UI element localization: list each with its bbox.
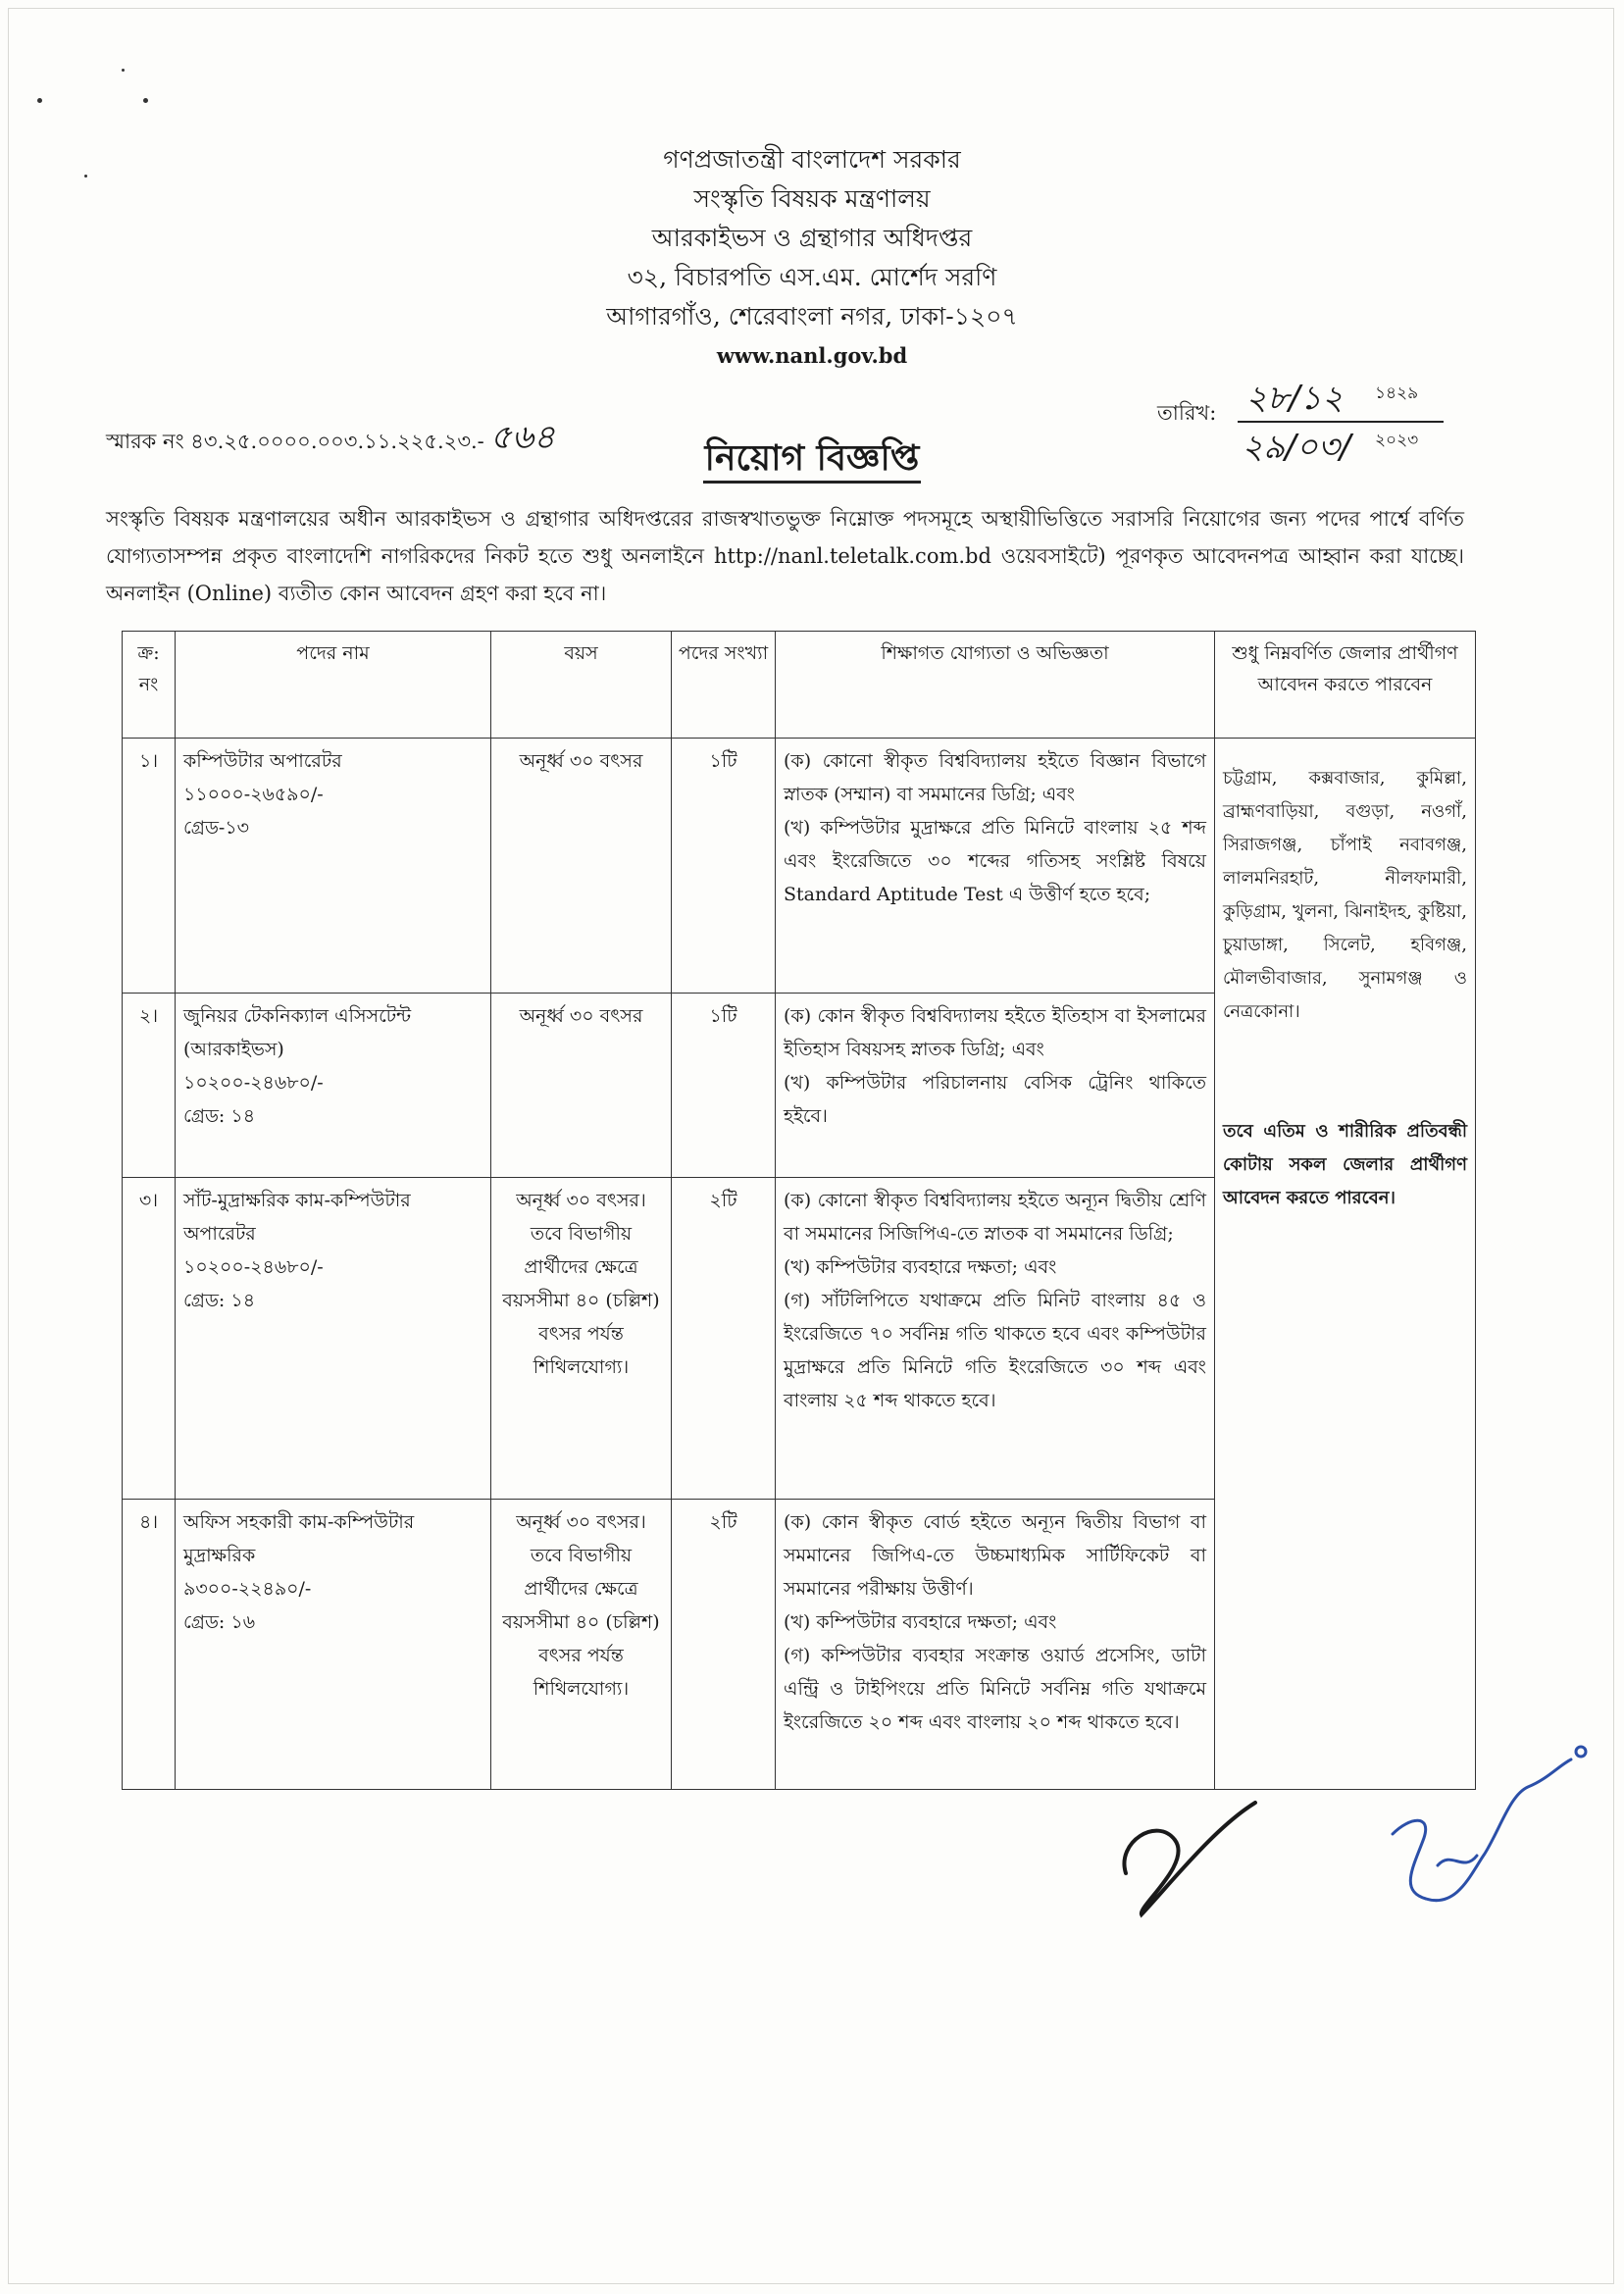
header-post-count: পদের সংখ্যা <box>672 632 776 739</box>
row-age: অনূর্ধ্ব ৩০ বৎসর <box>491 994 672 1178</box>
table-header-row <box>123 632 1476 739</box>
qualification-item: (খ) কম্পিউটার পরিচালনায় বেসিক ট্রেনিং থাকিতে হইবে। <box>784 1072 1206 1127</box>
row-count: ২টি <box>672 1178 776 1500</box>
qualification-item: (ক) কোনো স্বীকৃত বিশ্ববিদ্যালয় হইতে বিজ্ঞান বিভাগে স্নাতক (সম্মান) বা সমমানের ডিগ্রি; এবং <box>784 750 1206 805</box>
notice-title: নিয়োগ বিজ্ঞপ্তি <box>0 432 1624 490</box>
intro-paragraph: সংস্কৃতি বিষয়ক মন্ত্রণালয়ের অধীন আরকাইভস ও গ্রন্থাগার অধিদপ্তরের রাজস্বখাতভুক্ত নিম্নোক্ত পদসমূহে অস্থায়ীভিত্তিতে সরাসরি নিয়োগের জন্য পদের পার্শ্বে বর্ণিত যোগ্যতাসম্পন্ন প্রকৃত বাংলাদেশি নাগরিকদের নিকট হতে শুধু অনলাইনে http://nanl.teletalk.com.bd ওয়েবসাইটে) পূরণকৃত আবেদনপত্র আহ্বান করা যাচ্ছে। অনলাইন (Online) ব্যতীত কোন আবেদন গ্রহণ করা হবে না। <box>106 507 1464 605</box>
date-label: তারিখ: <box>1157 401 1217 425</box>
post-name: জুনিয়র টেকনিক্যাল এসিসটেন্ট (আরকাইভস) <box>183 1005 412 1060</box>
row-age: অনূর্ধ্ব ৩০ বৎসর। তবে বিভাগীয় প্রার্থীদের ক্ষেত্রে বয়সসীমা ৪০ (চল্লিশ) বৎসর পর্যন্ত শিথিলযোগ্য। <box>491 1500 672 1790</box>
qualification-item: (ক) কোনো স্বীকৃত বিশ্ববিদ্যালয় হইতে অন্যূন দ্বিতীয় শ্রেণি বা সমমানের সিজিপিএ-তে স্নাতক বা সমমানের ডিগ্রি; <box>784 1190 1206 1245</box>
date-english-year: ২০২৩ <box>1375 431 1419 450</box>
row-count: ১টি <box>672 739 776 994</box>
letterhead-line: আরকাইভস ও গ্রন্থাগার অধিদপ্তর <box>651 224 973 252</box>
eligible-districts-cell <box>1215 739 1476 1790</box>
eligible-districts-list: চট্টগ্রাম, কক্সবাজার, কুমিল্লা, ব্রাহ্মণবাড়িয়া, বগুড়া, নওগাঁ, সিরাজগঞ্জ, চাঁপাই নবাবগঞ্জ, লালমনিরহাট, নীলফামারী, কুড়িগ্রাম, খুলনা, ঝিনাইদহ, কুষ্টিয়া, চুয়াডাঙ্গা, সিলেট, হবিগঞ্জ, মৌলভীবাজার, সুনামগঞ্জ ও নেত্রকোনা। <box>1223 768 1467 1022</box>
row-qualifications <box>776 994 1215 1178</box>
qualification-item: (গ) কম্পিউটার ব্যবহার সংক্রান্ত ওয়ার্ড প্রসেসিং, ডাটা এন্ট্রি ও টাইপিংয়ে প্রতি মিনিটে সর্বনিম্ন গতি যথাক্রমে ইংরেজিতে ২০ শব্দ এবং বাংলায় ২০ শব্দ থাকতে হবে। <box>784 1645 1206 1733</box>
signature-dot <box>1576 1747 1586 1757</box>
row-qualifications <box>776 739 1215 994</box>
row-serial: ২। <box>123 994 176 1178</box>
pay-scale: ৯৩০০-২২৪৯০/- <box>183 1578 312 1600</box>
memo-handwritten-number: ৫৬৪ <box>489 418 555 457</box>
qualification-item: (ক) কোন স্বীকৃত বিশ্ববিদ্যালয় হইতে ইতিহাস বা ইসলামের ইতিহাস বিষয়সহ স্নাতক ডিগ্রি; এবং <box>784 1005 1206 1060</box>
website-link[interactable]: www.nanl.gov.bd <box>716 343 908 368</box>
post-name: কম্পিউটার অপারেটর <box>183 750 342 772</box>
table-row <box>123 739 1476 994</box>
grade: গ্রেড: ১৪ <box>183 1290 256 1311</box>
letterhead-line: ৩২, বিচারপতি এস.এম. মোর্শেদ সরণি <box>627 263 997 291</box>
scan-speck <box>143 98 148 103</box>
letterhead-line: আগারগাঁও, শেরেবাংলা নগর, ঢাকা-১২০৭ <box>606 302 1018 331</box>
letterhead-line: সংস্কৃতি বিষয়ক মন্ত্রণালয় <box>693 184 931 213</box>
signature-stroke <box>1438 1856 1477 1865</box>
row-serial: ৪। <box>123 1500 176 1790</box>
row-post <box>176 739 491 994</box>
pay-scale: ১০২০০-২৪৬৮০/- <box>183 1072 324 1094</box>
pay-scale: ১০২০০-২৪৬৮০/- <box>183 1256 324 1278</box>
grade: গ্রেড: ১৪ <box>183 1105 256 1127</box>
grade: গ্রেড-১৩ <box>183 817 250 839</box>
scan-speck <box>122 69 125 72</box>
eligible-quota-note: তবে এতিম ও শারীরিক প্রতিবন্ধী কোটায় সকল জেলার প্রার্থীগণ আবেদন করতে পারবেন। <box>1223 1121 1467 1208</box>
memo-label: স্মারক নং ৪৩.২৫.০০০০.০০৩.১১.২২৫.২৩.- <box>106 430 484 453</box>
header-qualification: শিক্ষাগত যোগ্যতা ও অভিজ্ঞতা <box>776 632 1215 739</box>
post-name: সাঁট-মুদ্রাক্ষরিক কাম-কম্পিউটার অপারেটর <box>183 1190 411 1245</box>
row-qualifications <box>776 1178 1215 1500</box>
row-count: ২টি <box>672 1500 776 1790</box>
post-name: অফিস সহকারী কাম-কম্পিউটার মুদ্রাক্ষরিক <box>183 1511 415 1566</box>
row-age: অনূর্ধ্ব ৩০ বৎসর। তবে বিভাগীয় প্রার্থীদের ক্ষেত্রে বয়সসীমা ৪০ (চল্লিশ) বৎসর পর্যন্ত শিথিলযোগ্য। <box>491 1178 672 1500</box>
scan-speck <box>37 98 42 103</box>
signature-stroke <box>1393 1759 1571 1901</box>
row-post <box>176 1500 491 1790</box>
row-serial: ১। <box>123 739 176 994</box>
header-post-name: পদের নাম <box>176 632 491 739</box>
qualification-item: (খ) কম্পিউটার মুদ্রাক্ষরে প্রতি মিনিটে বাংলায় ২৫ শব্দ এবং ইংরেজিতে ৩০ শব্দের গতিসহ সংশ্লিষ্ট বিষয়ে Standard Aptitude Test এ উত্তীর্ণ হতে হবে; <box>784 817 1206 905</box>
header-serial: ক্র: নং <box>123 632 176 739</box>
header-age: বয়স <box>491 632 672 739</box>
qualification-item: (খ) কম্পিউটার ব্যবহারে দক্ষতা; এবং <box>784 1256 1057 1278</box>
row-serial: ৩। <box>123 1178 176 1500</box>
initial-mark <box>1124 1803 1255 1914</box>
row-count: ১টি <box>672 994 776 1178</box>
letterhead <box>0 140 1624 376</box>
posts-table <box>122 631 1476 1790</box>
qualification-item: (খ) কম্পিউটার ব্যবহারে দক্ষতা; এবং <box>784 1611 1057 1633</box>
pay-scale: ১১০০০-২৬৫৯০/- <box>183 784 324 805</box>
date-bangla: ২৮/১২ <box>1245 379 1344 418</box>
qualification-item: (গ) সাঁটলিপিতে যথাক্রমে প্রতি মিনিট বাংলায় ৪৫ ও ইংরেজিতে ৭০ সর্বনিম্ন গতি থাকতে হবে এবং কম্পিউটার মুদ্রাক্ষরে প্রতি মিনিটে গতি ইংরেজিতে ৩০ শব্দ এবং বাংলায় ২৫ শব্দ থাকতে হবে। <box>784 1290 1206 1411</box>
handwritten-signature <box>1098 1726 1608 1962</box>
row-post <box>176 1178 491 1500</box>
qualification-item: (ক) কোন স্বীকৃত বোর্ড হইতে অন্যূন দ্বিতীয় বিভাগ বা সমমানের জিপিএ-তে উচ্চমাধ্যমিক সার্টিফিকেট বা সমমানের পরীক্ষায় উত্তীর্ণ। <box>784 1511 1206 1600</box>
letterhead-line: গণপ্রজাতন্ত্রী বাংলাদেশ সরকার <box>663 145 961 174</box>
date-english: ২৯/০৩/ <box>1242 428 1351 467</box>
header-eligible-districts: শুধু নিম্নবর্ণিত জেলার প্রার্থীগণ আবেদন করতে পারবেন <box>1215 632 1476 739</box>
grade: গ্রেড: ১৬ <box>183 1611 256 1633</box>
row-age: অনূর্ধ্ব ৩০ বৎসর <box>491 739 672 994</box>
row-post <box>176 994 491 1178</box>
date-bangla-year: ১৪২৯ <box>1375 383 1419 403</box>
